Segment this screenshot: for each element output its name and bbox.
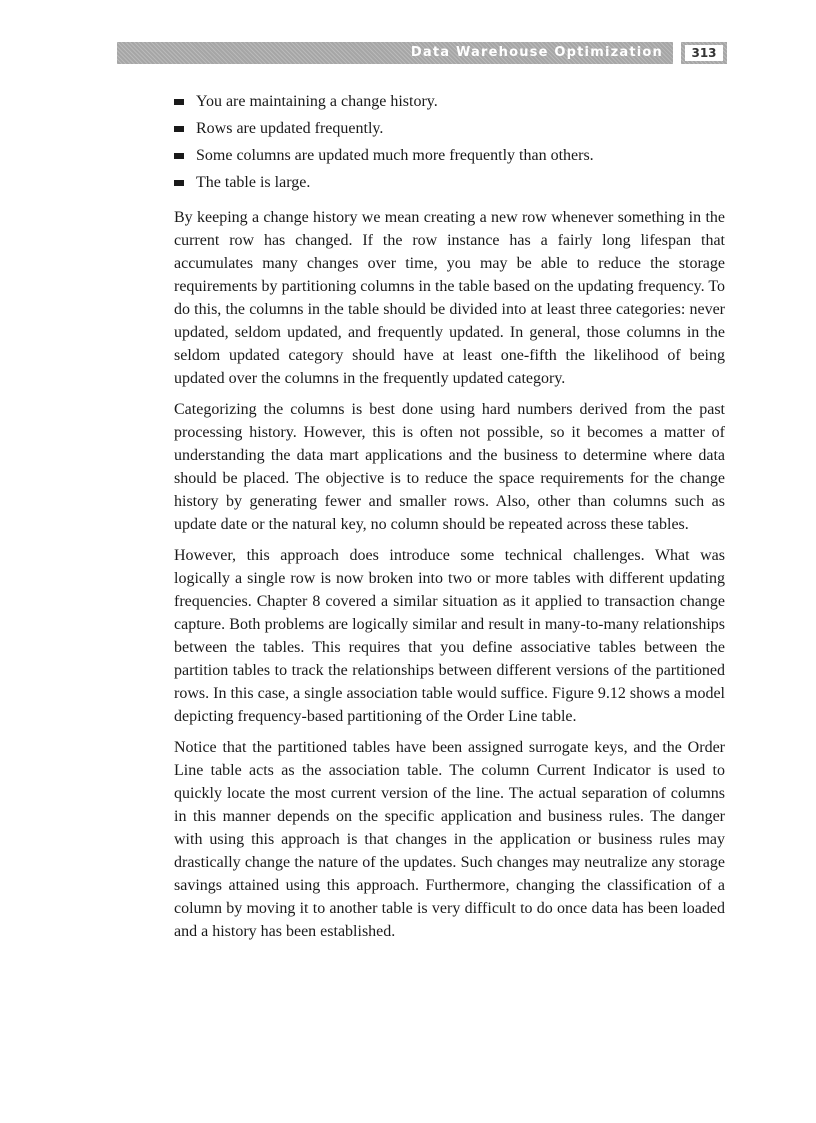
bullet-text: Rows are updated frequently. (196, 120, 384, 137)
bullet-text: Some columns are updated much more frequently than others. (196, 147, 594, 164)
running-title: Data Warehouse Optimization (410, 45, 663, 60)
square-bullet-icon (174, 153, 184, 159)
paragraph-categorizing-columns: Categorizing the columns is best done using hard numbers derived from the past processing history. However, this is often not possible, so it becomes a matter of understanding the data mart applications and the business to determine where data should be placed. The objective is to reduce the space requirements for the change history by generating fewer and smaller rows. Also, other than columns such as update date or the natural key, no column should be repeated across these tables. (174, 401, 725, 533)
bullet-list (174, 90, 725, 194)
square-bullet-icon (174, 126, 184, 132)
running-header (117, 42, 673, 64)
square-bullet-icon (174, 180, 184, 186)
bullet-text: The table is large. (196, 174, 311, 191)
paragraph-change-history: By keeping a change history we mean creating a new row whenever something in the current row has changed. If the row instance has a fairly long lifespan that accumulates many changes over time, you may be able to reduce the storage requirements by partitioning columns in the table based on the updating frequency. To do this, the columns in the table should be divided into at least three categories: never updated, seldom updated, and frequently updated. In general, those columns in the seldom updated category should have at least one-fifth the likelihood of being updated over the columns in the frequently updated category. (174, 209, 725, 387)
bullet-text: You are maintaining a change history. (196, 93, 438, 110)
bullet-item (174, 171, 725, 194)
page-body (174, 90, 725, 943)
paragraph-surrogate-keys: Notice that the partitioned tables have been assigned surrogate keys, and the Order Line table acts as the association table. The column Current Indicator is used to quickly locate the most current version of the line. The actual separation of columns in this manner depends on the specific application and business rules. The danger with using this approach is that changes in the application or business rules may drastically change the nature of the updates. Such changes may neutralize any storage savings attained using this approach. Furthermore, changing the classification of a column by moving it to another table is very difficult to do once data has been loaded and a history has been established. (174, 739, 725, 940)
bullet-item (174, 117, 725, 140)
page-number-box (681, 42, 727, 64)
bullet-item (174, 144, 725, 167)
paragraph-technical-challenges: However, this approach does introduce some technical challenges. What was logically a single row is now broken into two or more tables with different updating frequencies. Chapter 8 covered a similar situation as it applied to transaction change capture. Both problems are logically similar and result in many-to-many relationships between the tables. This requires that you define associative tables between the partition tables to track the relationships between different versions of the partitioned rows. In this case, a single association table would suffice. Figure 9.12 shows a model depicting frequency-based partitioning of the Order Line table. (174, 547, 725, 725)
bullet-item (174, 90, 725, 113)
page-number: 313 (685, 45, 723, 61)
square-bullet-icon (174, 99, 184, 105)
